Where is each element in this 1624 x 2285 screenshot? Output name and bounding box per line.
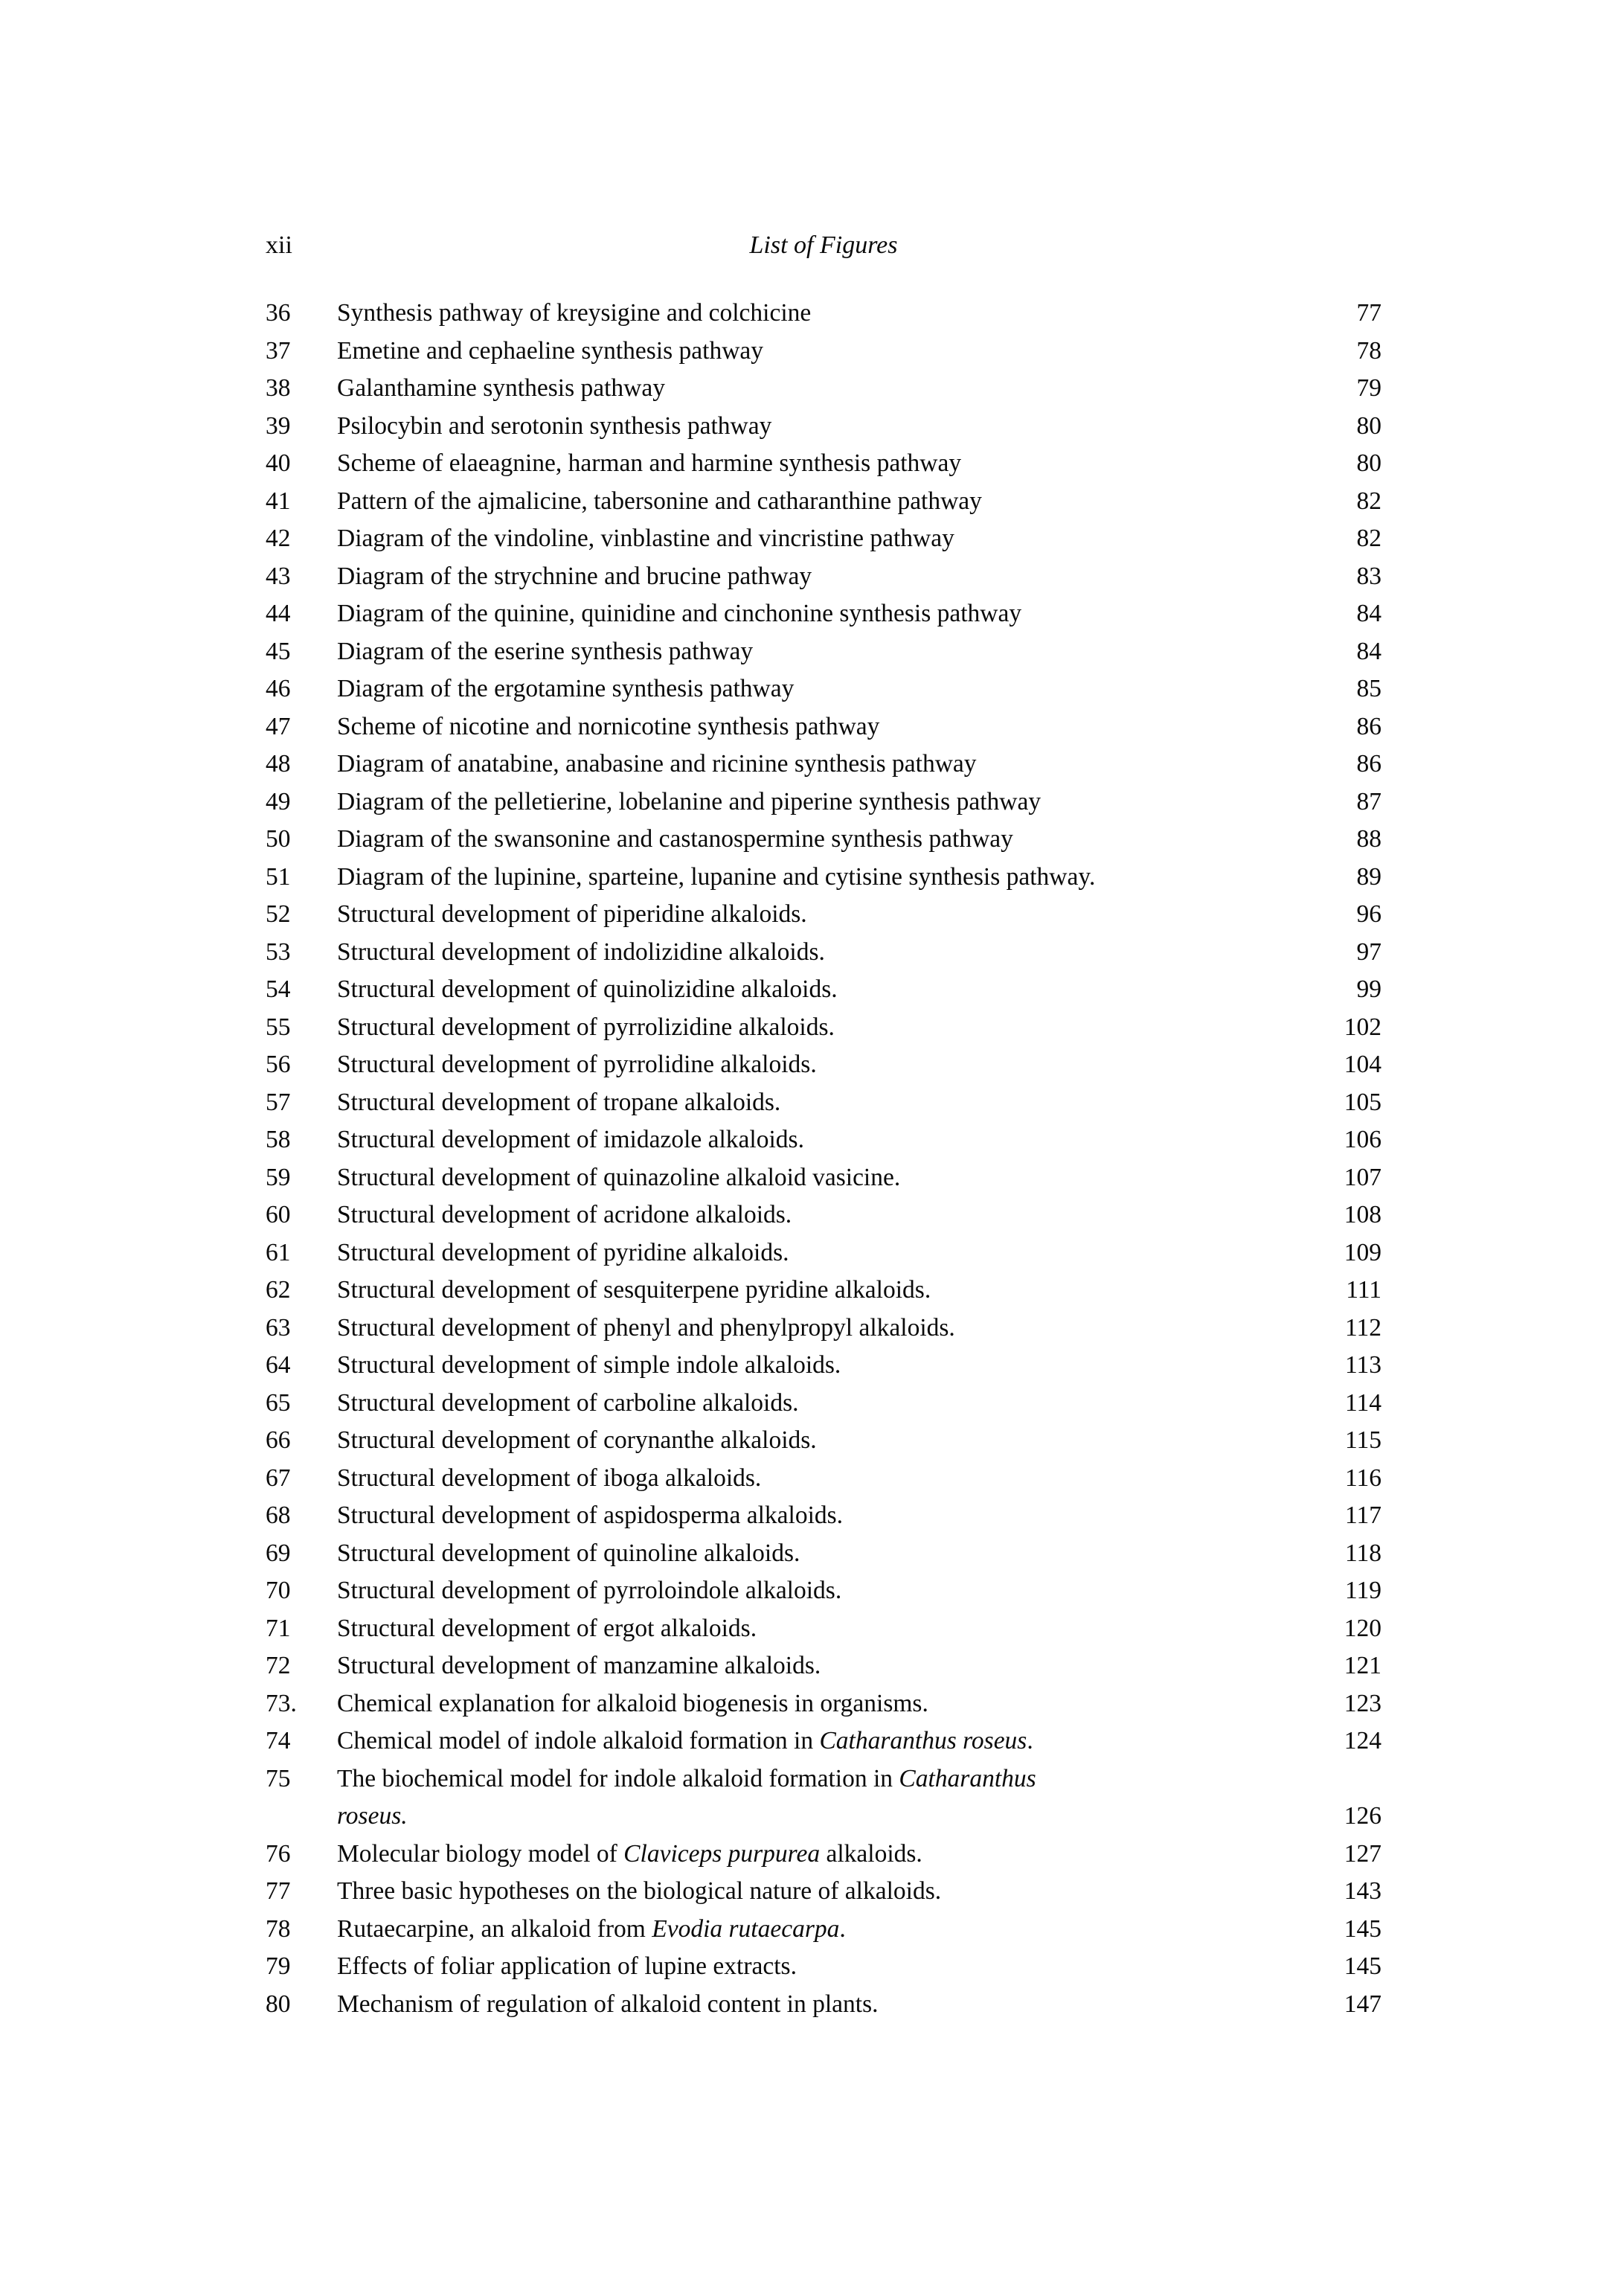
figure-title: Structural development of quinazoline alkaloid vasicine. [337, 1163, 901, 1191]
figure-number: 71 [266, 1614, 291, 1642]
figure-entry [266, 1722, 1381, 1760]
figure-page: 116 [1344, 1464, 1381, 1492]
figure-title: Diagram of the eserine synthesis pathway [337, 637, 754, 665]
figure-page: 121 [1344, 1652, 1381, 1679]
figure-page: 104 [1344, 1051, 1381, 1078]
figure-title: Structural development of pyrrolizidine alkaloids. [337, 1013, 835, 1041]
figure-title: Psilocybin and serotonin synthesis pathway [337, 411, 772, 440]
figure-title: Diagram of the pelletierine, lobelanine and piperine synthesis pathway [337, 787, 1042, 815]
figure-page: 83 [1356, 562, 1381, 590]
figure-entry [266, 896, 1381, 934]
figure-page: 87 [1356, 787, 1381, 815]
figure-page: 80 [1356, 411, 1381, 440]
figure-title: Emetine and cephaeline synthesis pathway [337, 336, 764, 365]
figure-page: 114 [1344, 1388, 1381, 1417]
figure-number: 43 [266, 562, 291, 590]
running-title: List of Figures [749, 231, 898, 259]
figure-page: 123 [1344, 1689, 1381, 1717]
figure-number: 46 [266, 675, 291, 702]
figure-title: Scheme of nicotine and nornicotine synthesis pathway [337, 712, 880, 740]
figure-page: 145 [1344, 1914, 1381, 1943]
figure-number: 63 [266, 1313, 291, 1342]
figure-entry [266, 746, 1381, 783]
figure-entry [266, 1422, 1381, 1460]
figure-title: Rutaecarpine, an alkaloid from Evodia rutaecarpa. [337, 1914, 846, 1943]
figure-page: 99 [1356, 975, 1381, 1003]
figure-page: 106 [1344, 1126, 1381, 1153]
figure-title: Chemical model of indole alkaloid formation in Catharanthus roseus. [337, 1727, 1033, 1754]
figure-number: 64 [266, 1351, 291, 1379]
figure-entry [266, 483, 1381, 521]
figure-number: 37 [266, 336, 291, 365]
figure-entry [266, 520, 1381, 558]
figure-number: 57 [266, 1088, 291, 1116]
figure-page: 108 [1344, 1201, 1381, 1228]
figure-number: 52 [266, 900, 291, 928]
figure-number: 42 [266, 525, 291, 552]
figure-number: 53 [266, 938, 291, 966]
figure-number: 55 [266, 1013, 291, 1041]
figure-entry [266, 859, 1381, 897]
figure-title: Diagram of the quinine, quinidine and cinchonine synthesis pathway [337, 600, 1022, 627]
figure-page: 97 [1356, 938, 1381, 966]
figure-number: 54 [266, 975, 291, 1003]
figure-page: 113 [1344, 1351, 1381, 1379]
figure-title: Scheme of elaeagnine, harman and harmine synthesis pathway [337, 449, 962, 477]
figure-entry [266, 1009, 1381, 1047]
figure-number: 38 [266, 374, 291, 402]
figure-title: Structural development of imidazole alkaloids. [337, 1126, 804, 1153]
figure-number: 66 [266, 1426, 291, 1454]
figure-title: Galanthamine synthesis pathway [337, 374, 665, 402]
figure-title: Diagram of the ergotamine synthesis pathway [337, 675, 795, 702]
figure-title: Structural development of sesquiterpene pyridine alkaloids. [337, 1276, 931, 1304]
figure-page: 120 [1344, 1614, 1381, 1642]
figure-title: Structural development of acridone alkaloids. [337, 1201, 792, 1228]
figure-number: 45 [266, 637, 291, 665]
figure-number: 60 [266, 1201, 291, 1228]
figure-title: Structural development of phenyl and phenylpropyl alkaloids. [337, 1313, 955, 1342]
figure-page: 115 [1344, 1426, 1381, 1454]
figure-entry [266, 971, 1381, 1009]
figure-number: 47 [266, 712, 291, 740]
figure-entry [266, 1873, 1381, 1911]
figure-entry [266, 1347, 1381, 1385]
figure-entry [266, 1196, 1381, 1234]
figure-title: Structural development of simple indole alkaloids. [337, 1351, 841, 1379]
figure-page: 85 [1356, 675, 1381, 702]
figure-title: Structural development of indolizidine alkaloids. [337, 938, 825, 966]
figure-page: 111 [1346, 1276, 1381, 1304]
figure-number: 78 [266, 1914, 291, 1943]
figure-number: 75 [266, 1764, 291, 1792]
figure-entry [266, 1685, 1381, 1723]
figure-entry [266, 1460, 1381, 1498]
figure-page: 80 [1356, 449, 1381, 477]
figure-number: 51 [266, 862, 291, 891]
figure-number: 68 [266, 1502, 291, 1529]
figure-page: 86 [1356, 750, 1381, 778]
figure-title: Synthesis pathway of kreysigine and colchicine [337, 299, 812, 327]
figure-entry [266, 1046, 1381, 1084]
figure-entry [266, 821, 1381, 859]
figure-entry [266, 633, 1381, 671]
figure-entry [266, 1647, 1381, 1685]
figure-number: 79 [266, 1952, 291, 1980]
figure-title: Diagram of the swansonine and castanospermine synthesis pathway [337, 825, 1013, 853]
figure-entry [266, 295, 1381, 333]
figure-entry [266, 1084, 1381, 1122]
figure-page: 79 [1356, 374, 1381, 402]
figure-entry [266, 1159, 1381, 1197]
figure-number: 50 [266, 825, 291, 853]
figure-list [266, 295, 1381, 2023]
figure-page: 147 [1344, 1990, 1381, 2018]
figure-number: 80 [266, 1990, 291, 2018]
figure-entry [266, 445, 1381, 483]
figure-page: 86 [1356, 712, 1381, 740]
figure-page: 84 [1356, 600, 1381, 627]
figure-page: 118 [1344, 1539, 1381, 1567]
figure-number: 41 [266, 487, 291, 515]
figure-page: 88 [1356, 825, 1381, 853]
figure-entry [266, 333, 1381, 371]
figure-number: 72 [266, 1652, 291, 1679]
figure-page: 124 [1344, 1727, 1381, 1754]
figure-title: Chemical explanation for alkaloid biogenesis in organisms. [337, 1689, 928, 1717]
figure-title: Structural development of quinolizidine alkaloids. [337, 975, 838, 1003]
figure-entry [266, 934, 1381, 972]
figure-entry [266, 1836, 1381, 1874]
figure-title: Structural development of iboga alkaloids. [337, 1464, 762, 1492]
figure-title: Structural development of pyrroloindole alkaloids. [337, 1577, 842, 1604]
figure-number: 73. [266, 1689, 297, 1717]
figure-page: 84 [1356, 637, 1381, 665]
figure-title: Diagram of the strychnine and brucine pathway [337, 562, 812, 590]
figure-page: 145 [1344, 1952, 1381, 1980]
figure-entry [266, 1385, 1381, 1423]
figure-number: 36 [266, 299, 291, 327]
figure-page: 96 [1356, 900, 1381, 928]
figure-entry [266, 1535, 1381, 1573]
figure-number: 49 [266, 787, 291, 815]
figure-entry [266, 1310, 1381, 1347]
figure-page: 77 [1356, 299, 1381, 327]
figure-entry [266, 1760, 1381, 1836]
figure-number: 70 [266, 1577, 291, 1604]
figure-title: Structural development of aspidosperma alkaloids. [337, 1502, 844, 1529]
figure-number: 76 [266, 1839, 291, 1868]
figure-title: Effects of foliar application of lupine extracts. [337, 1952, 797, 1980]
figure-title: Structural development of manzamine alkaloids. [337, 1652, 821, 1679]
figure-title: Diagram of the lupinine, sparteine, lupanine and cytisine synthesis pathway. [337, 862, 1096, 891]
figure-entry [266, 1986, 1381, 2024]
figure-entry [266, 1497, 1381, 1535]
figure-entry [266, 595, 1381, 633]
figure-entry [266, 1121, 1381, 1159]
figure-page: 89 [1356, 862, 1381, 891]
figure-title: Structural development of ergot alkaloids. [337, 1614, 757, 1642]
figure-title: The biochemical model for indole alkaloid formation in Catharanthus roseus. [337, 1764, 1036, 1830]
figure-number: 59 [266, 1163, 291, 1191]
figure-page: 143 [1344, 1877, 1381, 1905]
page-header [266, 231, 1381, 260]
figure-page: 119 [1344, 1577, 1381, 1604]
figure-page: 105 [1344, 1088, 1381, 1116]
figure-entry [266, 1572, 1381, 1610]
figure-number: 40 [266, 449, 291, 477]
figure-number: 69 [266, 1539, 291, 1567]
figure-number: 67 [266, 1464, 291, 1492]
figure-title: Mechanism of regulation of alkaloid content in plants. [337, 1990, 879, 2018]
figure-number: 48 [266, 750, 291, 778]
figure-title: Diagram of anatabine, anabasine and ricinine synthesis pathway [337, 750, 977, 778]
figure-page: 117 [1344, 1502, 1381, 1529]
figure-page: 82 [1356, 525, 1381, 552]
figure-page: 107 [1344, 1163, 1381, 1191]
figure-entry [266, 708, 1381, 746]
figure-entry [266, 408, 1381, 446]
figure-title: Three basic hypotheses on the biological nature of alkaloids. [337, 1877, 942, 1905]
figure-number: 77 [266, 1877, 291, 1905]
figure-number: 65 [266, 1388, 291, 1417]
figure-title: Structural development of quinoline alkaloids. [337, 1539, 800, 1567]
figure-title: Diagram of the vindoline, vinblastine and vincristine pathway [337, 525, 954, 552]
figure-entry [266, 370, 1381, 408]
figure-page: 112 [1344, 1313, 1381, 1342]
figure-page: 78 [1356, 336, 1381, 365]
figure-title: Structural development of pyrrolidine alkaloids. [337, 1051, 817, 1078]
figure-page: 126 [1344, 1802, 1381, 1830]
figure-entry [266, 1234, 1381, 1272]
figure-number: 62 [266, 1276, 291, 1304]
figure-entry [266, 1948, 1381, 1986]
figure-title: Structural development of pyridine alkaloids. [337, 1238, 789, 1266]
figure-title: Structural development of carboline alkaloids. [337, 1388, 799, 1417]
figure-entry [266, 783, 1381, 821]
figure-entry [266, 1610, 1381, 1648]
figure-number: 74 [266, 1727, 291, 1754]
figure-page: 109 [1344, 1238, 1381, 1266]
figure-number: 58 [266, 1126, 291, 1153]
figure-title: Structural development of piperidine alkaloids. [337, 900, 807, 928]
figure-page: 127 [1344, 1839, 1381, 1868]
figure-number: 39 [266, 411, 291, 440]
figure-title: Molecular biology model of Claviceps purpurea alkaloids. [337, 1839, 922, 1868]
figure-page: 82 [1356, 487, 1381, 515]
figure-entry [266, 670, 1381, 708]
page-folio: xii [266, 231, 292, 259]
figure-number: 61 [266, 1238, 291, 1266]
figure-entry [266, 558, 1381, 596]
figure-title: Structural development of tropane alkaloids. [337, 1088, 781, 1116]
figure-number: 56 [266, 1051, 291, 1078]
figure-title: Structural development of corynanthe alkaloids. [337, 1426, 817, 1454]
figure-entry [266, 1911, 1381, 1949]
page-content [266, 231, 1381, 2023]
figure-title: Pattern of the ajmalicine, tabersonine and catharanthine pathway [337, 487, 982, 515]
figure-number: 44 [266, 600, 291, 627]
figure-entry [266, 1272, 1381, 1310]
figure-page: 102 [1344, 1013, 1381, 1041]
